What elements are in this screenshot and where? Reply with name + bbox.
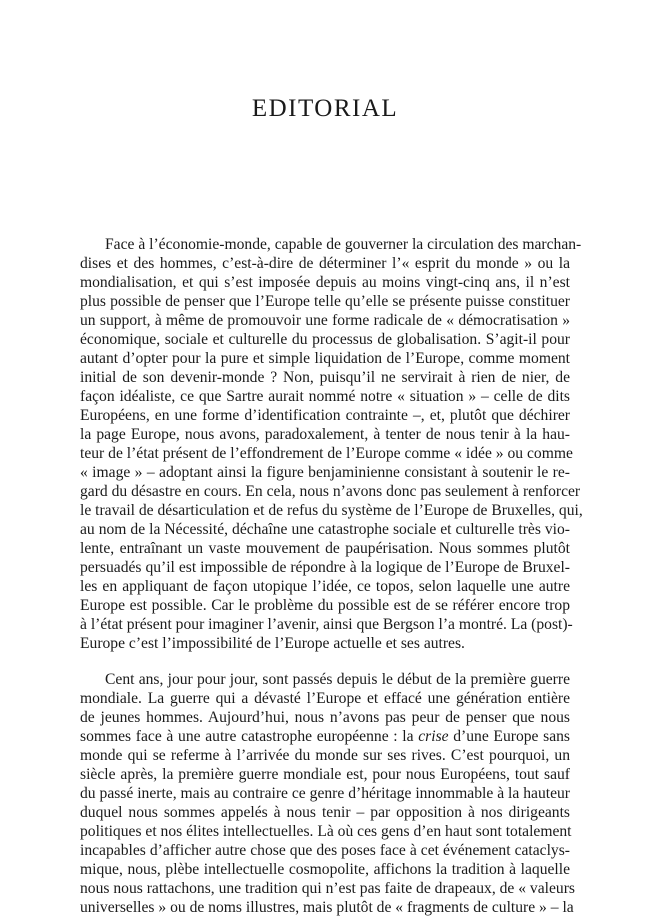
text-line: du passé inerte, mais au contraire ce genre d’héritage innommable à la hauteur [80,785,570,802]
text-line: gard du désastre en cours. En cela, nous n’avons donc pas seulement à renforcer [80,483,581,500]
text-line: autant d’opter pour la pure et simple liquidation de l’Europe, comme moment [80,350,570,367]
text-line: universelles » ou de noms illustres, mais plutôt de « fragments de culture » – la [80,899,574,916]
text-line: « image » – adoptant ainsi la figure benjaminienne consistant à soutenir le re- [80,464,570,481]
text-line: économique, sociale et culturelle du processus de globalisation. S’agit-il pour [80,331,570,348]
text-line: mondialisation, et qui s’est imposée depuis au moins vingt-cinq ans, il n’est [80,274,570,291]
text-line: persuadés qu’il est impossible de répondre à la logique de l’Europe de Bruxel- [80,559,570,576]
text-line: façon idéaliste, ce que Sartre aurait nommé notre « situation » – celle de dits [80,388,570,405]
text-line: Europe est possible. Car le problème du possible est de se référer encore trop [80,597,570,614]
text-line: un support, à même de promouvoir une forme radicale de « démocratisation » [80,312,570,329]
text-line: le travail de désarticulation et de refus du système de l’Europe de Bruxelles, qui, [80,502,583,519]
text-line: les en appliquant de façon utopique l’idée, ce topos, selon laquelle une autre [80,578,570,595]
text-line: plus possible de penser que l’Europe telle qu’elle se présente puisse constituer [80,293,570,310]
text-line: mique, nous, plèbe intellectuelle cosmopolite, affichons la tradition à laquelle [80,861,570,878]
text-line: Européens, en une forme d’identification contrainte –, et, plutôt que déchirer [80,407,570,424]
text-line: la page Europe, nous avons, paradoxalement, à tenter de nous tenir à la hau- [80,426,570,443]
text-line: à l’état présent pour imaginer l’avenir, ainsi que Bergson l’a montré. La (post)- [80,616,573,633]
text-line: dises et des hommes, c’est-à-dire de déterminer l’« esprit du monde » ou la [80,255,570,272]
text-line: Europe c’est l’impossibilité de l’Europe actuelle et ses autres. [80,635,465,652]
text-line: lente, entraînant un vaste mouvement de paupérisation. Nous sommes plutôt [80,540,570,557]
emphasis-word: crise [418,728,449,745]
text-line: au nom de la Nécessité, déchaîne une catastrophe sociale et culturelle très vio- [80,521,570,538]
text-line: mondiale. La guerre qui a dévasté l’Europe et effacé une génération entière [80,690,570,707]
paragraph-1 [80,235,583,653]
text-line: de jeunes hommes. Aujourd’hui, nous n’avons pas peur de penser que nous [80,709,570,726]
text-line: siècle après, la première guerre mondiale est, pour nous Européens, tout sauf [80,766,570,783]
text-line: teur de l’état présent de l’effondrement de l’Europe comme « idée » ou comme [80,445,573,462]
text-line [80,727,570,746]
page-title: EDITORIAL [251,95,399,122]
text-segment: sommes face à une autre catastrophe européenne : la [80,728,419,745]
text-line: incapables d’afficher autre chose que des poses face à cet événement cataclys- [80,842,570,859]
text-line: monde qui se referme à l’arrivée du monde sur ses rives. C’est pourquoi, un [80,747,570,764]
article-body [80,235,583,917]
paragraph-2 [80,670,575,917]
text-line: Face à l’économie-monde, capable de gouverner la circulation des marchan- [105,236,582,253]
text-line: politiques et nos élites intellectuelles. Là où ces gens d’en haut sont totalement [80,823,572,840]
text-line: initial de son devenir-monde ? Non, puisqu’il ne servirait à rien de nier, de [80,369,570,386]
text-line: nous nous rattachons, une tradition qui n’est pas faite de drapeaux, de « valeurs [80,880,575,897]
text-line: Cent ans, jour pour jour, sont passés depuis le début de la première guerre [105,671,570,688]
text-line: duquel nous sommes appelés à nous tenir – par opposition à nos dirigeants [80,804,570,821]
text-segment: d’une Europe sans [448,728,570,745]
